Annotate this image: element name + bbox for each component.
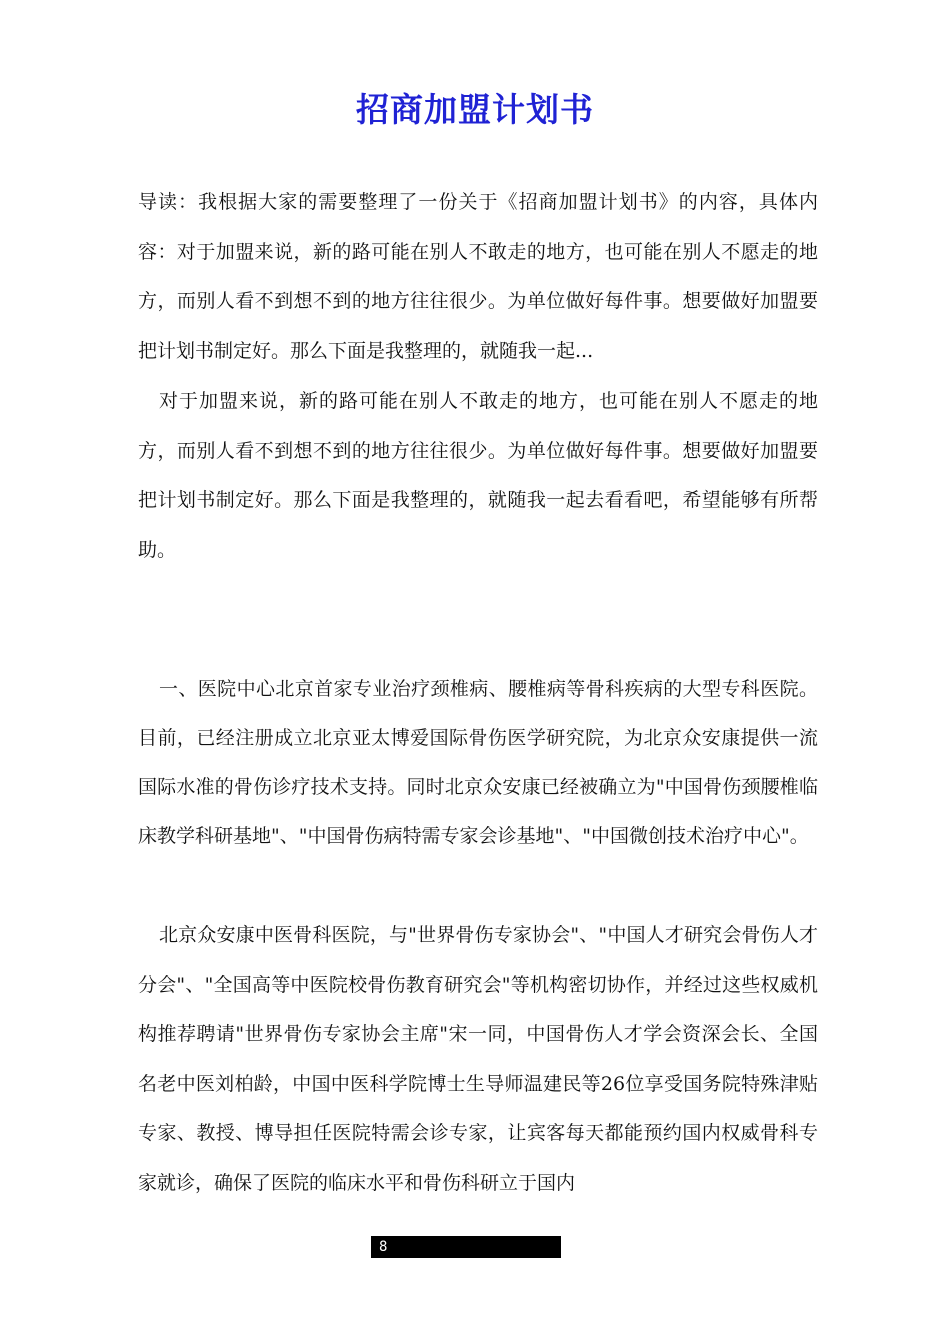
body-paragraph-3 bbox=[138, 911, 818, 1208]
paragraph-text: 对于加盟来说，新的路可能在别人不敢走的地方，也可能在别人不愿走的地方，而别人看不到想不到的地方往往很少。为单位做好每件事。想要做好加盟要把计划书制定好。那么下面是我整理的，就随我一起去看看吧，希望能够有所帮助。 bbox=[138, 390, 818, 561]
intro-text: 导读：我根据大家的需要整理了一份关于《招商加盟计划书》的内容，具体内容：对于加盟来说，新的路可能在别人不敢走的地方，也可能在别人不愿走的地方，而别人看不到想不到的地方往往很少。为单位做好每件事。想要做好加盟要把计划书制定好。那么下面是我整理的，就随我一起... bbox=[138, 191, 818, 362]
paragraph-text: 北京众安康中医骨科医院，与"世界骨伤专家协会"、"中国人才研究会骨伤人才分会"、"全国高等中医院校骨伤教育研究会"等机构密切协作，并经过这些权威机构推荐聘请"世界骨伤专家协会主席"宋一同，中国骨伤人才学会资深会长、全国名老中医刘柏龄，中国中医科学院博士生导师温建民等26位享受国务院特殊津贴专家、教授、博导担任医院特需会诊专家，让宾客每天都能预约国内权威骨科专家就诊，确保了医院的临床水平和骨伤科研立于国内 bbox=[138, 924, 818, 1194]
page-number-bar bbox=[371, 1236, 561, 1258]
page-number: 8 bbox=[379, 1239, 388, 1255]
body-paragraph-2 bbox=[138, 665, 818, 861]
document-title: 招商加盟计划书 bbox=[356, 90, 594, 129]
intro-paragraph bbox=[138, 178, 818, 376]
body-paragraph-1 bbox=[138, 377, 818, 575]
paragraph-text: 一、医院中心北京首家专业治疗颈椎病、腰椎病等骨科疾病的大型专科医院。目前，已经注册成立北京亚太博爱国际骨伤医学研究院，为北京众安康提供一流国际水准的骨伤诊疗技术支持。同时北京众安康已经被确立为"中国骨伤颈腰椎临床教学科研基地"、"中国骨伤病特需专家会诊基地"、"中国微创技术治疗中心"。 bbox=[138, 678, 818, 847]
